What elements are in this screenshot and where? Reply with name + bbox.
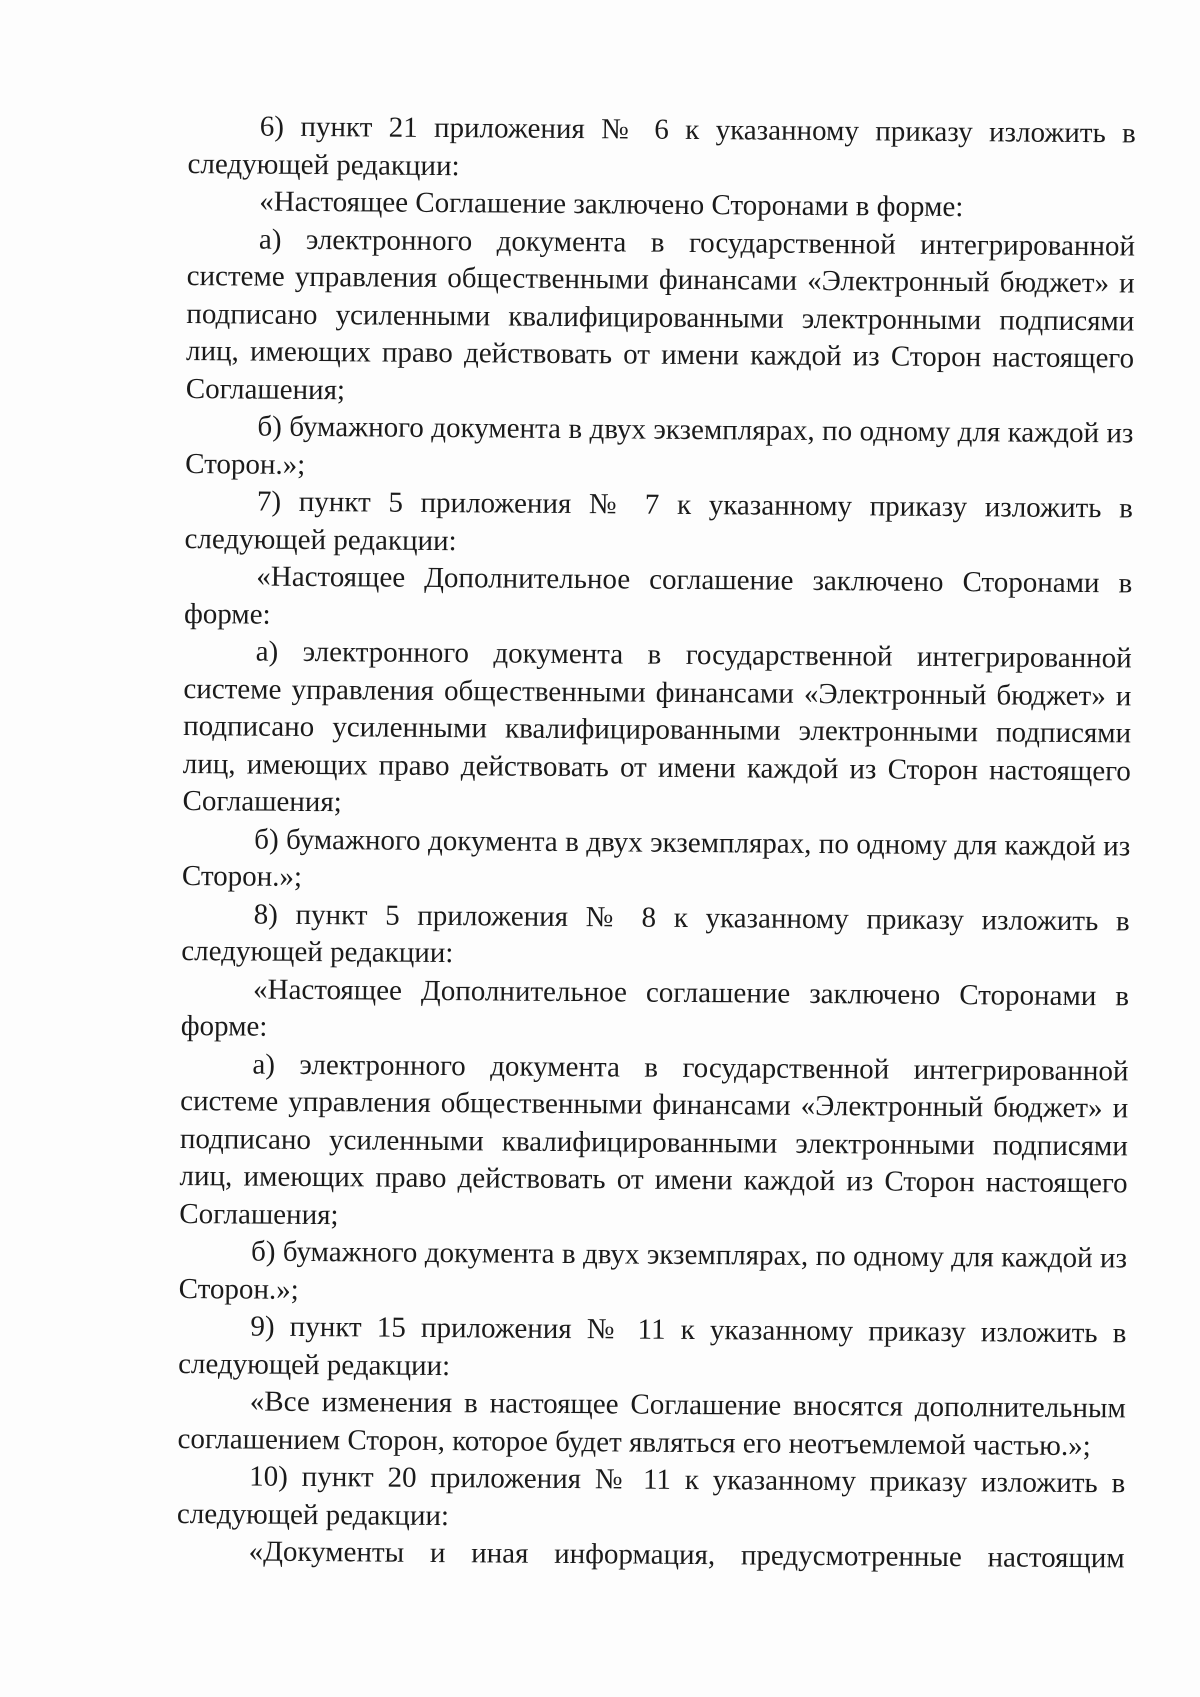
paragraph-item-10-amendment: 10) пункт 20 приложения № 11 к указанному приказу изложить в следующей редакции:: [176, 1460, 1126, 1532]
paragraph-item-7-amendment: 7) пункт 5 приложения № 7 к указанному приказу изложить в следующей редакции:: [184, 485, 1134, 557]
paragraph-electronic-document: а) электронного документа в государственной интегрированной системе управления общественными финансами «Электронный бюджет» и подписано усиленными квалифицированными электронными подписями лиц, имеющих право действовать от имени каждой из Сторон настоящего Соглашения;: [185, 223, 1136, 406]
paragraph-paper-document: б) бумажного документа в двух экземплярах, по одному для каждой из Сторон.»;: [185, 410, 1134, 481]
paragraph-agreement-form: «Настоящее Соглашение заключено Сторонами в форме:: [259, 185, 964, 224]
paragraph-item-6-amendment: 6) пункт 21 приложения № 6 к указанному приказу изложить в следующей редакции:: [187, 110, 1136, 182]
paragraph-paper-document: б) бумажного документа в двух экземплярах, по одному для каждой из Сторон.»;: [181, 823, 1131, 893]
paragraph-item-8-amendment: 8) пункт 5 приложения № 8 к указанному приказу изложить в следующей редакции:: [181, 898, 1130, 970]
paragraph-supplementary-agreement-form: «Настоящее Дополнительное соглашение заключено Сторонами в форме:: [180, 973, 1130, 1043]
paragraph-supplementary-agreement-form: «Настоящее Дополнительное соглашение заключено Сторонами в форме:: [183, 560, 1133, 631]
paragraph-paper-document: б) бумажного документа в двух экземплярах, по одному для каждой из Сторон.»;: [178, 1235, 1128, 1306]
paragraph-item-9-amendment: 9) пункт 15 приложения № 11 к указанному приказу изложить в следующей редакции:: [178, 1310, 1127, 1382]
paragraph-electronic-document: а) электронного документа в государственной интегрированной системе управления общественными финансами «Электронный бюджет» и подписано усиленными квалифицированными электронными подписями лиц, имеющих право действовать от имени каждой из Сторон настоящего Соглашения;: [182, 635, 1132, 819]
paragraph-changes-clause: «Все изменения в настоящее Соглашение вносятся дополнительным соглашением Сторон, которое будет являться его неотъемлемой частью.»;: [177, 1385, 1126, 1462]
paragraph-electronic-document: а) электронного документа в государственной интегрированной системе управления общественными финансами «Электронный бюджет» и подписано усиленными квалифицированными электронными подписями лиц, имеющих право действовать от имени каждой из Сторон настоящего Соглашения;: [179, 1048, 1129, 1231]
document-body: [177, 108, 1136, 1578]
paragraph-documents-clause: «Документы и иная информация, предусмотренные настоящим: [248, 1535, 1125, 1575]
